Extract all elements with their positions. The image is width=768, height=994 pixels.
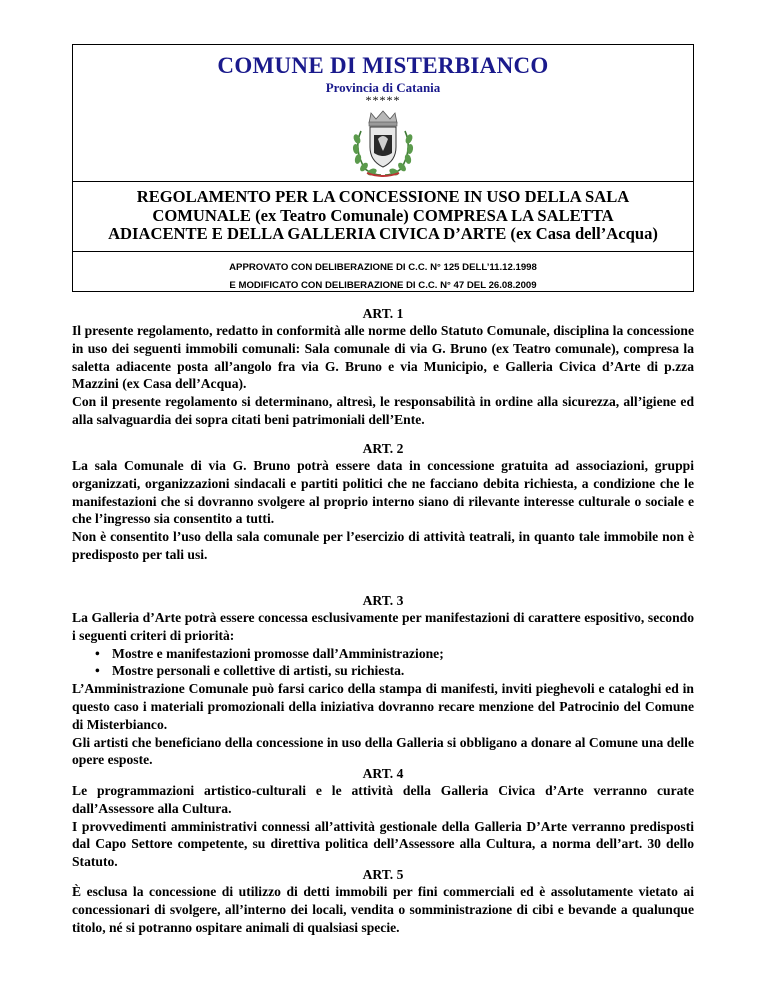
- article-4-body: [72, 782, 694, 871]
- article-2-paragraph: Non è consentito l’uso della sala comunale per l’esercizio di attività teatrali, in quanto tale immobile non è predisposto per tali usi.: [72, 529, 694, 562]
- regulation-title-line-2: COMUNALE (ex Teatro Comunale) COMPRESA LA SALETTA: [152, 205, 614, 225]
- regulation-title-line-3: ADIACENTE E DELLA GALLERIA CIVICA D’ARTE (ex Casa dell’Acqua): [108, 224, 658, 243]
- modification-note: E MODIFICATO CON DELIBERAZIONE DI C.C. N° 47 DEL 26.08.2009: [229, 280, 537, 291]
- article-4-heading: ART. 4: [362, 766, 404, 781]
- list-item-text: Mostre personali e collettive di artisti, su richiesta.: [112, 663, 405, 679]
- article-2-paragraph: La sala Comunale di via G. Bruno potrà essere data in concessione gratuita ad associazioni, gruppi organizzati, organizzazioni sindacali e partiti politici che ne facciano debita richiesta, a condizione che le manifestazioni che si dovranno svolgere al proprio interno siano di rilevante interesse culturale o sociale e che l’ingresso sia consentito a tutti.: [72, 458, 694, 527]
- article-1-heading: ART. 1: [362, 306, 404, 321]
- article-3-paragraph: Gli artisti che beneficiano della concessione in uso della Galleria si obbligano a donare al Comune una delle opere esposte.: [72, 734, 694, 768]
- article-3-paragraph: La Galleria d’Arte potrà essere concessa esclusivamente per manifestazioni di carattere espositivo, secondo i seguenti criteri di priorità:: [72, 610, 694, 643]
- regulation-title: [73, 188, 693, 244]
- article-1-paragraph: Il presente regolamento, redatto in conformità alle norme dello Statuto Comunale, disciplina la concessione in uso dei seguenti immobili comunali: Sala comunale di via G. Bruno (ex Teatro comunale), compresa la saletta adiacente posta all’angolo fra via G. Bruno e via Municipio, e Galleria Civica d’Arte di p.zza Mazzini (ex Casa dell’Acqua).: [72, 323, 694, 392]
- article-1-body: [72, 322, 694, 429]
- regulation-title-line-1: REGOLAMENTO PER LA CONCESSIONE IN USO DELLA SALA: [136, 187, 630, 206]
- article-4-paragraph: I provvedimenti amministrativi connessi all’attività gestionale della Galleria D’Arte verranno predisposti dal Capo Settore competente, su direttiva politica dell’Assessore alla Cultura, a norma dell’art. 30 dello Statuto.: [72, 818, 694, 870]
- article-5-paragraph: È esclusa la concessione di utilizzo di detti immobili per fini commerciali ed è assolutamente vietato ai concessionari di svolgere, all’interno dei locali, vendita o somministrazione di cibi e bevande a qualunque titolo, né si potranno ospitare animali di qualsiasi specie.: [72, 884, 694, 935]
- list-item-text: Mostre e manifestazioni promosse dall’Amministrazione;: [112, 645, 444, 661]
- approval-section: [73, 252, 693, 293]
- province-name: Provincia di Catania: [325, 80, 441, 95]
- article-1-paragraph: Con il presente regolamento si determinano, altresì, le responsabilità in ordine alla sicurezza, all’igiene ed alla salvaguardia dei sopra citati beni patrimoniali dell’Ente.: [72, 394, 694, 427]
- article-3-paragraph: L’Amministrazione Comunale può farsi carico della stampa di manifesti, inviti pieghevoli e cataloghi ed in questo caso i materiali promozionali della iniziativa dovranno recare menzione del Patrocinio del Comune di Misterbianco.: [72, 681, 694, 732]
- article-5-heading: ART. 5: [362, 867, 404, 882]
- bullet-icon: •: [95, 663, 100, 679]
- article-3-body: [72, 609, 694, 769]
- stars-separator: *****: [365, 93, 401, 107]
- coat-of-arms-icon: [347, 109, 419, 179]
- list-item: [72, 662, 694, 680]
- regulation-title-section: [73, 182, 693, 252]
- article-2-heading: ART. 2: [362, 441, 404, 456]
- municipality-name: COMUNE DI MISTERBIANCO: [217, 53, 549, 78]
- article-3-heading: ART. 3: [362, 593, 404, 608]
- header-box: [72, 44, 694, 292]
- article-4-paragraph: Le programmazioni artistico-culturali e le attività della Galleria Civica d’Arte verranno curate dall’Assessore alla Cultura.: [72, 783, 694, 816]
- bullet-icon: •: [95, 645, 100, 661]
- priority-list: [72, 645, 694, 681]
- header-municipality-section: [73, 45, 693, 182]
- article-2-body: [72, 457, 694, 564]
- list-item: [72, 645, 694, 663]
- article-5-body: [72, 883, 694, 936]
- approval-note: APPROVATO CON DELIBERAZIONE DI C.C. N° 125 DELL’11.12.1998: [229, 262, 537, 273]
